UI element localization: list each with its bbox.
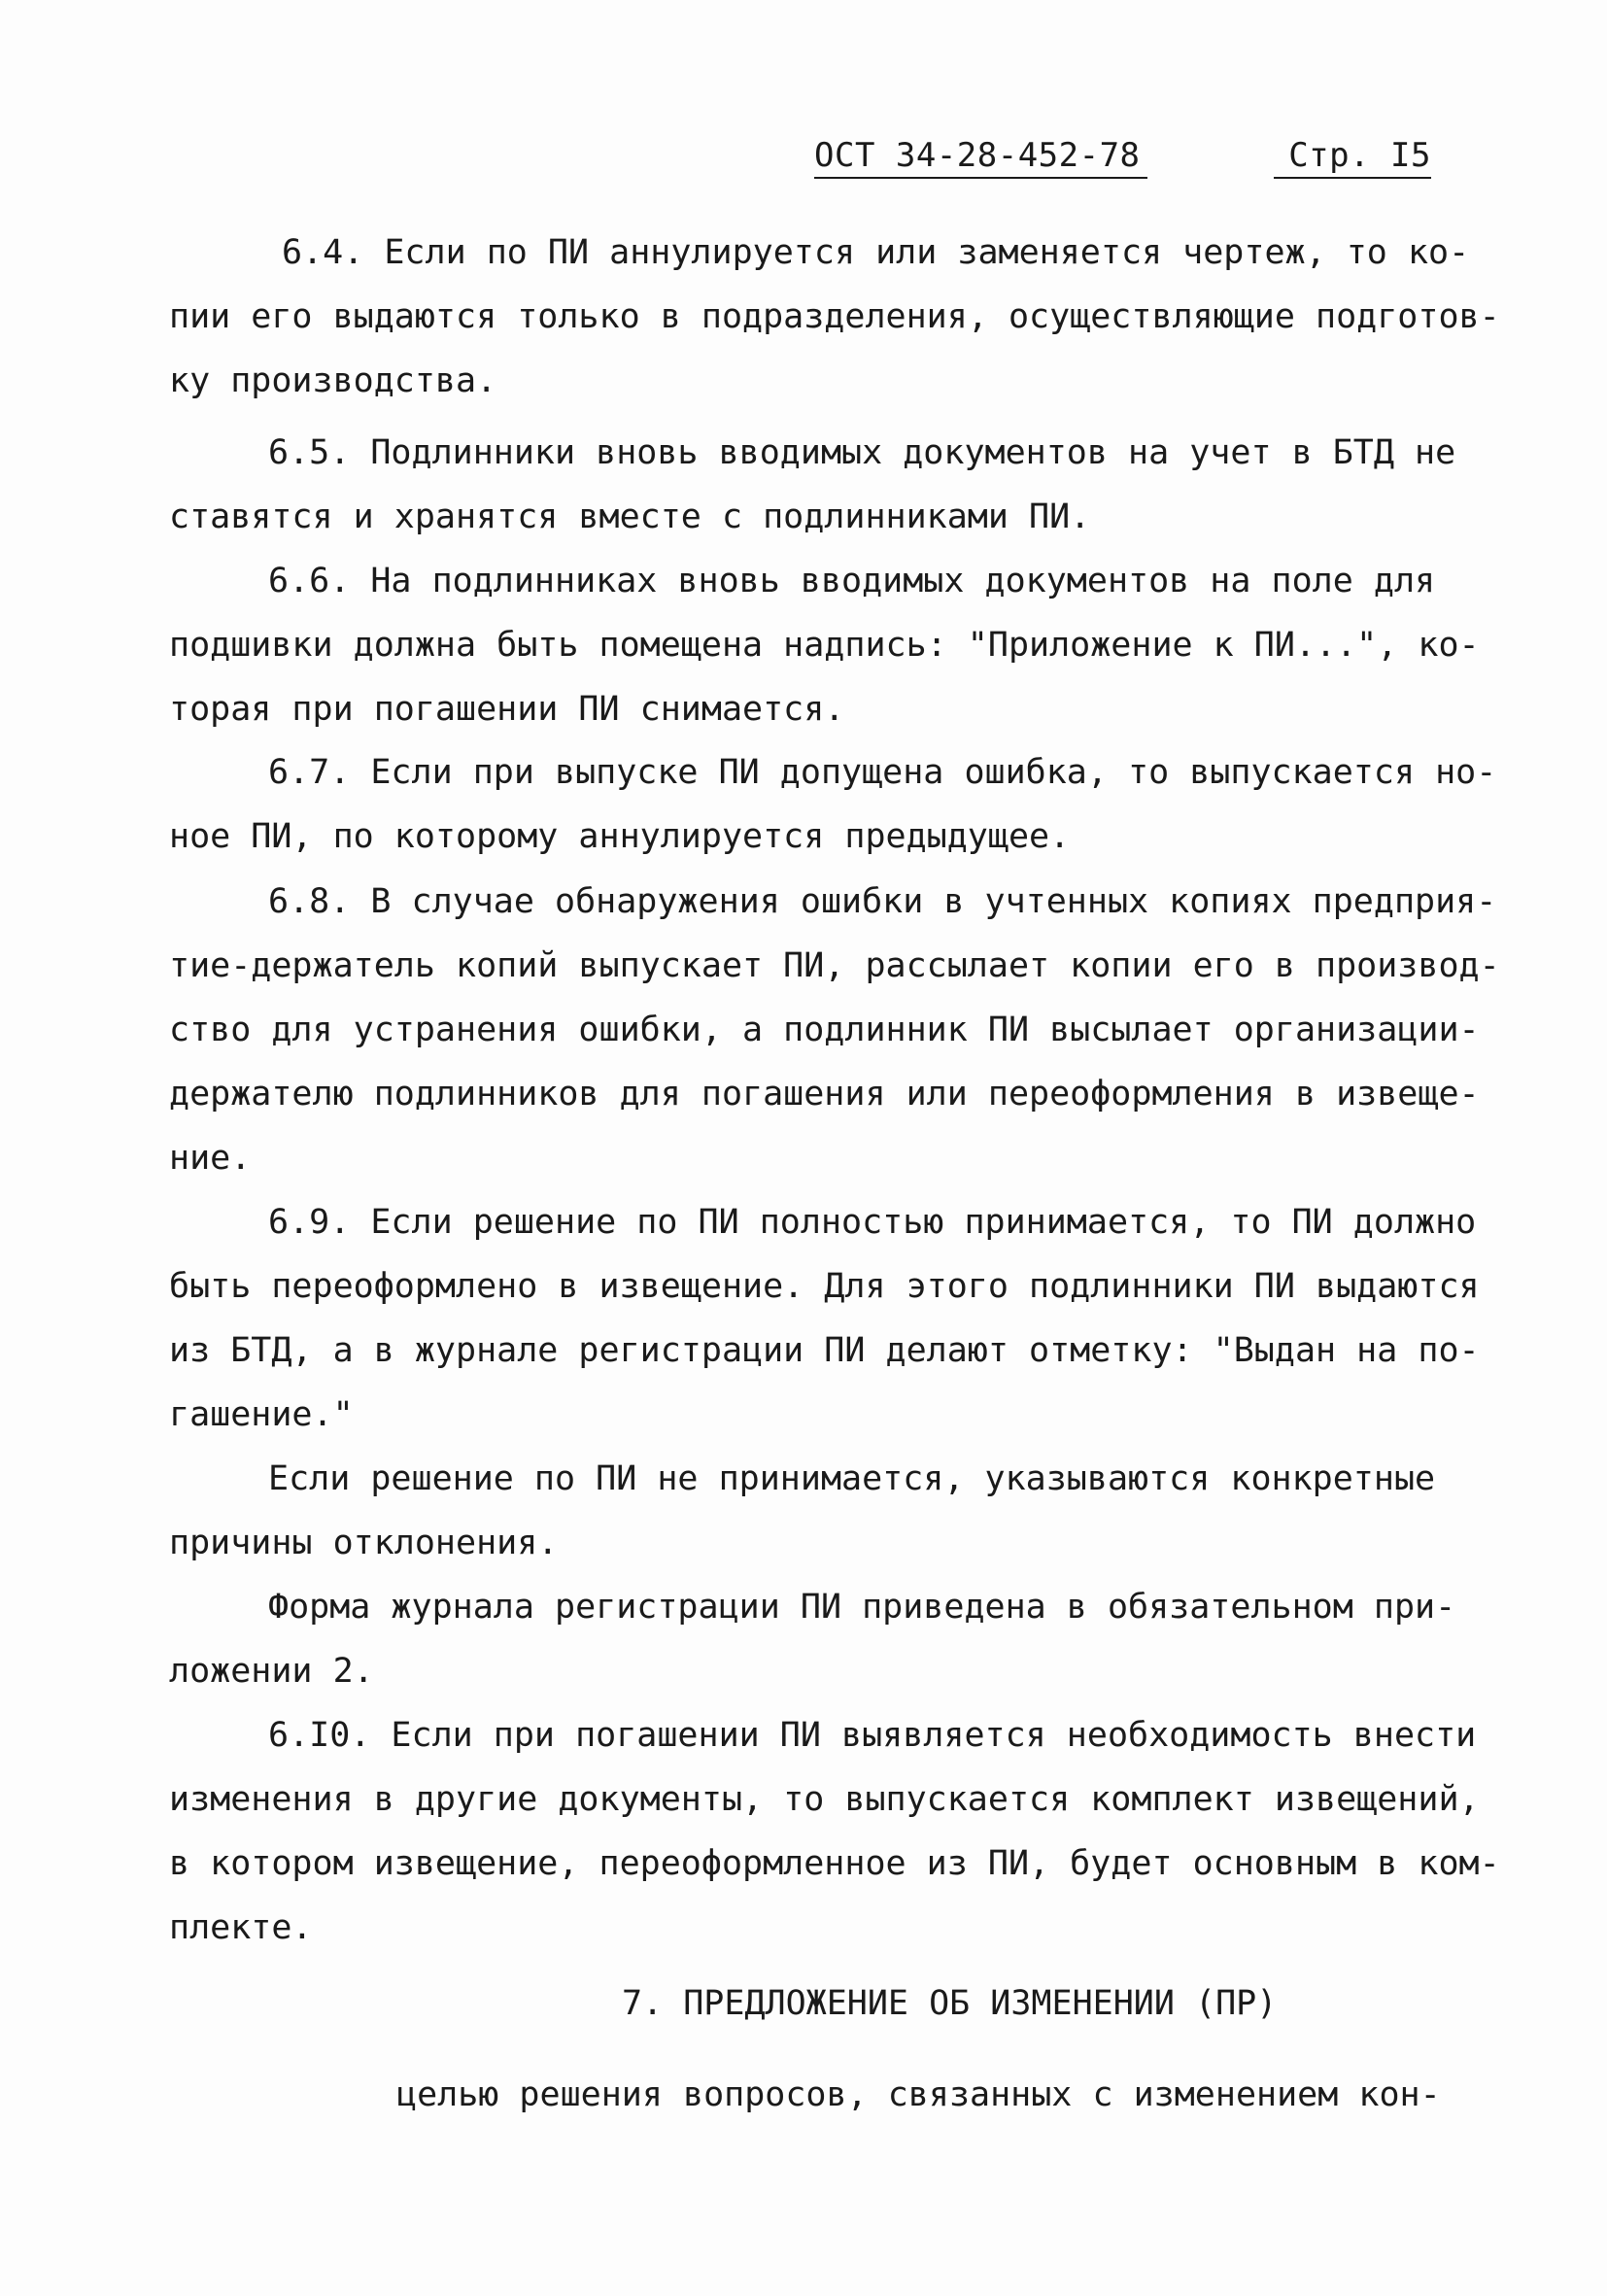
text-line: Если решение по ПИ не принимается, указываются конкретные [268, 1459, 1436, 1498]
text-line: причины отклонения. [169, 1524, 559, 1562]
text-line: 6.7. Если при выпуске ПИ допущена ошибка, то выпускается но- [268, 753, 1497, 792]
text-line: 6.4. Если по ПИ аннулируется или заменяется чертеж, то ко- [282, 233, 1470, 272]
text-line: в котором извещение, переоформленное из ПИ, будет основным в ком- [169, 1844, 1500, 1883]
text-line: 6.5. Подлинники вновь вводимых документов на учет в БТД не [268, 433, 1456, 472]
page-header [814, 136, 1431, 185]
text-line: из БТД, а в журнале регистрации ПИ делают отметку: "Выдан на по- [169, 1331, 1480, 1370]
text-line: быть переоформлено в извещение. Для этого подлинники ПИ выдаются [169, 1267, 1480, 1306]
section-title: 7. ПРЕДЛОЖЕНИЕ ОБ ИЗМЕНЕНИИ (ПР) [622, 1984, 1278, 2023]
text-line: 6.6. На подлинниках вновь вводимых документов на поле для [268, 562, 1436, 600]
text-line: ставятся и хранятся вместе с подлинниками ПИ. [169, 497, 1091, 536]
page-number: Стр. I5 [1274, 136, 1431, 179]
text-line: ное ПИ, по которому аннулируется предыдущее. [169, 817, 1071, 856]
text-line: гашение." [169, 1395, 354, 1434]
text-line: целью решения вопросов, связанных с изменением кон- [396, 2075, 1441, 2114]
text-line: пии его выдаются только в подразделения, осуществляющие подготов- [169, 297, 1500, 336]
text-line: ние. [169, 1139, 252, 1178]
text-line: 6.I0. Если при погашении ПИ выявляется необходимость внести [268, 1716, 1477, 1755]
text-line: плекте. [169, 1908, 313, 1947]
text-line: Форма журнала регистрации ПИ приведена в обязательном при- [268, 1588, 1456, 1627]
text-line: торая при погашении ПИ снимается. [169, 690, 845, 729]
text-line: 6.9. Если решение по ПИ полностью принимается, то ПИ должно [268, 1203, 1477, 1242]
text-line: ложении 2. [169, 1652, 374, 1691]
text-line: держателю подлинников для погашения или переоформления в извеще- [169, 1075, 1480, 1114]
text-line: ство для устранения ошибки, а подлинник ПИ высылает организации- [169, 1011, 1480, 1049]
text-line: подшивки должна быть помещена надпись: "Приложение к ПИ...", ко- [169, 626, 1480, 665]
text-line: тие-держатель копий выпускает ПИ, рассылает копии его в производ- [169, 946, 1500, 985]
text-line: изменения в другие документы, то выпускается комплект извещений, [169, 1780, 1480, 1819]
document-code: ОСТ 34-28-452-78 [814, 136, 1147, 179]
text-line: ку производства. [169, 361, 497, 400]
text-line: 6.8. В случае обнаружения ошибки в учтенных копиях предприя- [268, 882, 1497, 921]
